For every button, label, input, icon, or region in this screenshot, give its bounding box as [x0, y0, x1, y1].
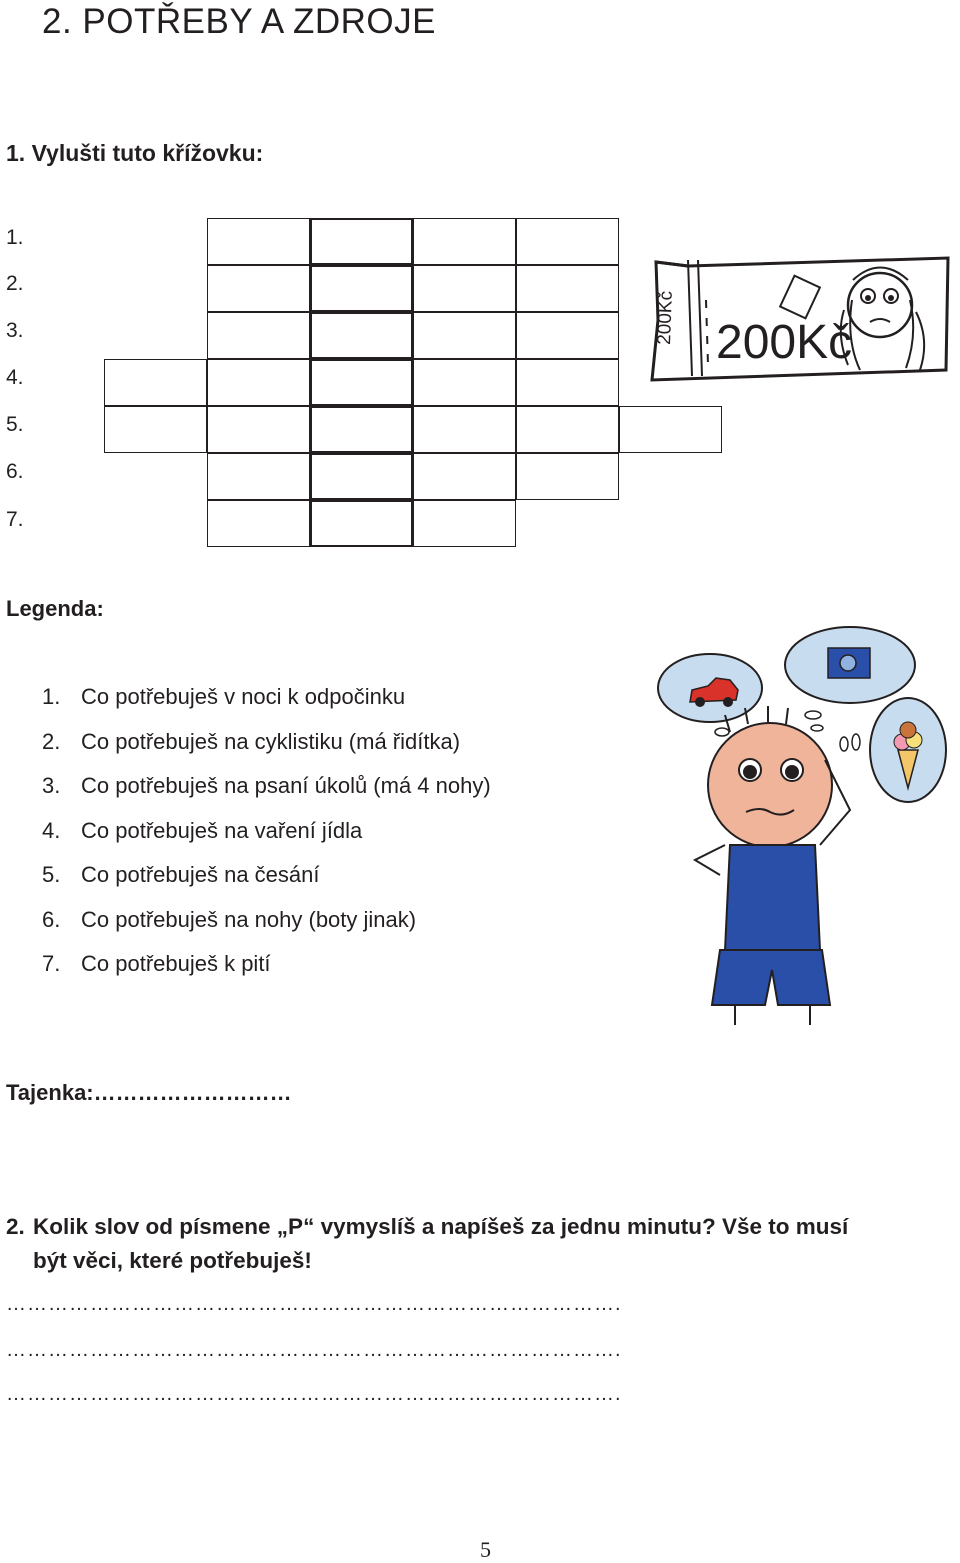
tajenka-answer-field[interactable]: Tajenka:……………………… — [6, 1080, 292, 1105]
crossword-cell[interactable] — [413, 265, 516, 312]
legend-item-number: 5. — [42, 862, 61, 887]
row-number: 3. — [6, 319, 24, 342]
banknote-side-text: 200Kč — [654, 290, 677, 346]
legend-item-text: Co potřebuješ na nohy (boty jinak) — [81, 906, 417, 932]
crossword-cell[interactable] — [207, 312, 310, 359]
row-number: 1. — [6, 226, 24, 249]
crossword-cell[interactable] — [516, 359, 619, 406]
crossword-cell[interactable] — [413, 312, 516, 359]
row-number: 7. — [6, 508, 24, 531]
crossword-cell[interactable] — [516, 406, 619, 453]
legend-item — [42, 771, 491, 816]
crossword-cell[interactable] — [207, 359, 310, 406]
crossword-cell[interactable] — [104, 406, 207, 453]
crossword-solution-cell[interactable] — [310, 500, 413, 547]
crossword-cell[interactable] — [413, 218, 516, 265]
legend-item-number: 3. — [42, 773, 61, 798]
legend-item-text: Co potřebuješ v noci k odpočinku — [81, 684, 406, 709]
crossword-cell[interactable] — [619, 406, 722, 453]
legend-item-number: 7. — [42, 951, 61, 976]
legend-item — [42, 860, 491, 905]
crossword-solution-cell[interactable] — [310, 406, 413, 453]
task2-instructions — [6, 1210, 956, 1278]
crossword-cell[interactable] — [413, 453, 516, 500]
thinking-boy-illustration — [650, 620, 950, 1030]
row-number: 5. — [6, 413, 24, 436]
legend-item-number: 1. — [42, 684, 61, 709]
answer-line[interactable]: ……………………………………………………………………………. — [6, 1383, 622, 1405]
crossword-solution-cell[interactable] — [310, 453, 413, 500]
banknote-value-text: 200Kč — [716, 316, 853, 369]
answer-line[interactable]: ……………………………………………………………………………. — [6, 1293, 622, 1315]
legend-item-text: Co potřebuješ k pití — [81, 951, 271, 976]
legend-item — [42, 727, 491, 772]
crossword-cell[interactable] — [413, 500, 516, 547]
legend-heading: Legenda: — [6, 596, 104, 621]
crossword-cell[interactable] — [516, 312, 619, 359]
legend-list — [42, 682, 491, 994]
crossword-solution-cell[interactable] — [310, 218, 413, 265]
crossword-solution-cell[interactable] — [310, 359, 413, 406]
crossword-cell[interactable] — [207, 265, 310, 312]
task2-line1: Kolik slov od písmene „P“ vymyslíš a napíšeš za jednu minutu? Vše to musí — [33, 1214, 849, 1239]
crossword-cell[interactable] — [207, 218, 310, 265]
crossword-cell[interactable] — [207, 500, 310, 547]
crossword-cell[interactable] — [207, 453, 310, 500]
task1-heading: 1. Vylušti tuto křížovku: — [6, 140, 264, 166]
row-number: 4. — [6, 366, 24, 389]
legend-item-text: Co potřebuješ na vaření jídla — [81, 817, 363, 843]
crossword-cell[interactable] — [413, 359, 516, 406]
row-number: 2. — [6, 272, 24, 295]
legend-item-number: 6. — [42, 906, 61, 932]
row-number: 6. — [6, 460, 24, 483]
crossword-cell[interactable] — [207, 406, 310, 453]
crossword-solution-cell[interactable] — [310, 265, 413, 312]
answer-line[interactable]: ……………………………………………………………………………. — [6, 1339, 622, 1361]
banknote-illustration — [648, 240, 953, 385]
crossword-solution-cell[interactable] — [310, 312, 413, 359]
legend-item-number: 4. — [42, 817, 61, 843]
legend-item-text: Co potřebuješ na psaní úkolů (má 4 nohy) — [81, 773, 491, 798]
page-title: 2. POTŘEBY A ZDROJE — [42, 2, 436, 41]
legend-item — [42, 905, 491, 950]
legend-item — [42, 949, 491, 994]
task2-number: 2. — [6, 1214, 25, 1239]
task2-line2: být věci, které potřebuješ! — [33, 1248, 312, 1273]
crossword-cell[interactable] — [516, 218, 619, 265]
crossword-cell[interactable] — [104, 359, 207, 406]
legend-item — [42, 682, 491, 727]
crossword-cell[interactable] — [516, 453, 619, 500]
legend-item-text: Co potřebuješ na česání — [81, 862, 320, 887]
crossword-cell[interactable] — [413, 406, 516, 453]
legend-item-text: Co potřebuješ na cyklistiku (má řidítka) — [81, 728, 461, 754]
page-number: 5 — [480, 1537, 491, 1562]
legend-item-number: 2. — [42, 728, 61, 754]
crossword-cell[interactable] — [516, 265, 619, 312]
legend-item — [42, 816, 491, 861]
